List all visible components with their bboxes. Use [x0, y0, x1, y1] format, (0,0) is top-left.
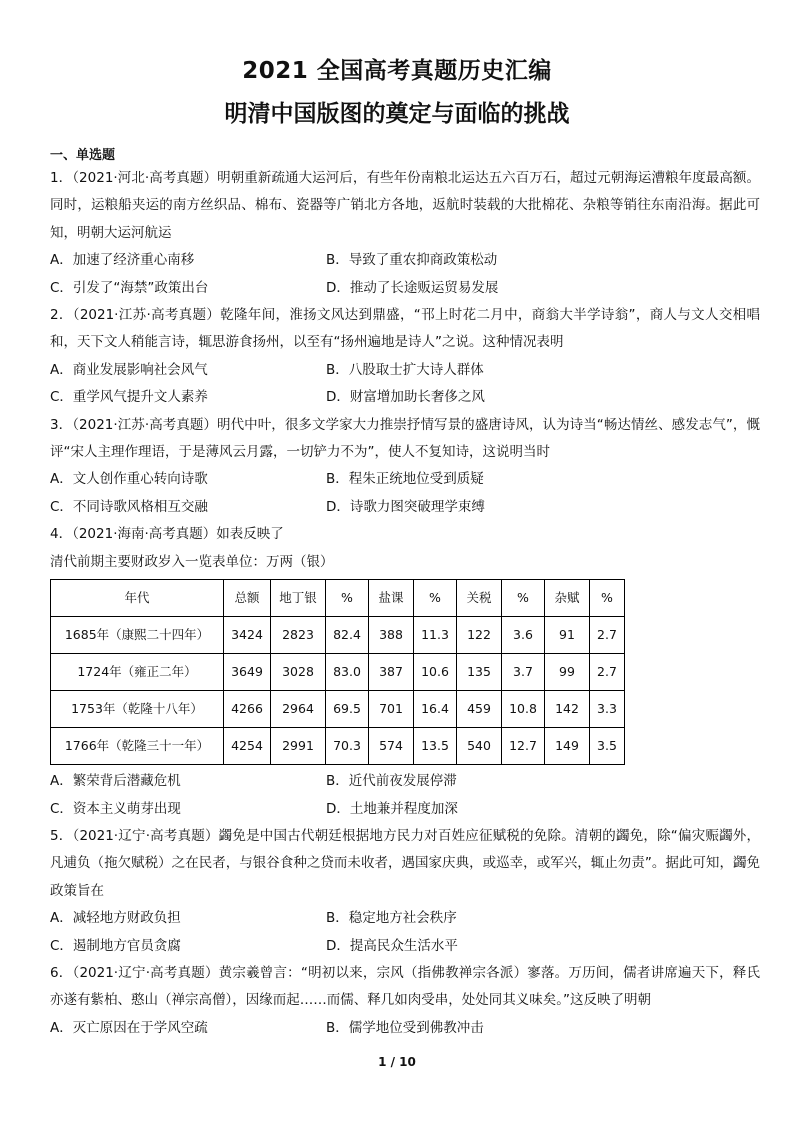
option-a: A．加速了经济重心南移 — [50, 252, 195, 269]
options — [50, 905, 760, 960]
document-subtitle: 明清中国版图的奠定与面临的挑战 — [224, 101, 570, 127]
question-stem: 5．（2021·辽宁·高考真题）蠲免是中国古代朝廷根据地方民力对百姓应征赋税的免除。清朝的蠲免，除“偏灾赈蠲外，凡逋负（拖欠赋税）之在民者，与银谷食种之贷而未收者，遇国家庆典，或巡幸，或军兴，辄止勿责”。据此可知，蠲免政策旨在 — [50, 827, 760, 899]
option-d: D．诗歌力图突破理学束缚 — [326, 498, 485, 515]
header-cell: % — [414, 580, 457, 617]
header-cell: % — [590, 580, 625, 617]
option-c: C．资本主义萌芽出现 — [50, 800, 181, 817]
options — [50, 1015, 760, 1042]
table-cell: 4266 — [224, 691, 271, 728]
table-cell: 83.0 — [326, 654, 369, 691]
option-b: B．近代前夜发展停滞 — [326, 773, 457, 790]
table-cell: 149 — [545, 728, 590, 765]
document-title: 2021 全国高考真题历史汇编 — [242, 58, 552, 84]
table-cell: 1753年（乾隆十八年） — [51, 691, 224, 728]
table-cell: 16.4 — [414, 691, 457, 728]
table-cell: 10.8 — [502, 691, 545, 728]
header-cell: % — [502, 580, 545, 617]
section-heading: 一、单选题 — [50, 148, 116, 163]
table-cell: 3424 — [224, 617, 271, 654]
option-a: A．灭亡原因在于学风空疏 — [50, 1019, 208, 1036]
table-cell: 2964 — [271, 691, 326, 728]
question-stem: 2．（2021·江苏·高考真题）乾隆年间，淮扬文风达到鼎盛，“邗上时花二月中，商翁大半学诗翁”，商人与文人交相唱和，天下文人稍能言诗，辄思游食扬州，以至有“扬州遍地是诗人”之说。这种情况表明 — [50, 307, 760, 351]
table-cell: 540 — [457, 728, 502, 765]
header-cell: 地丁银 — [271, 580, 326, 617]
table-cell: 3028 — [271, 654, 326, 691]
table-cell: 2.7 — [590, 617, 625, 654]
table-cell: 2991 — [271, 728, 326, 765]
question-2 — [50, 302, 760, 412]
table-cell: 4254 — [224, 728, 271, 765]
option-b: B．八股取士扩大诗人群体 — [326, 361, 484, 378]
question-stem: 1．（2021·河北·高考真题）明朝重新疏通大运河后，有些年份南粮北运达五六百万石，超过元朝海运漕粮年度最高额。同时，运粮船夹运的南方丝织品、棉布、瓷器等广销北方各地，返航时装载的大批棉花、杂粮等销往东南沿海。据此可知，明朝大运河航运 — [50, 170, 760, 241]
options — [50, 357, 760, 412]
question-stem: 4．（2021·海南·高考真题）如表反映了 — [50, 526, 284, 543]
table-cell: 574 — [369, 728, 414, 765]
finance-table — [50, 579, 625, 765]
table-header-row — [51, 580, 625, 617]
table-cell: 387 — [369, 654, 414, 691]
option-c: C．重学风气提升文人素养 — [50, 389, 208, 406]
question-1 — [50, 165, 760, 302]
table-cell: 11.3 — [414, 617, 457, 654]
option-a: A．减轻地方财政负担 — [50, 910, 181, 927]
option-b: B．程朱正统地位受到质疑 — [326, 471, 484, 488]
table-cell: 10.6 — [414, 654, 457, 691]
question-4 — [50, 521, 760, 823]
option-a: A．繁荣背后潜藏危机 — [50, 773, 181, 790]
table-cell: 3649 — [224, 654, 271, 691]
question-5 — [50, 823, 760, 960]
header-cell: 年代 — [51, 580, 224, 617]
table-row — [51, 691, 625, 728]
options — [50, 768, 760, 823]
table-cell: 91 — [545, 617, 590, 654]
questions-list — [50, 165, 760, 1042]
table-cell: 135 — [457, 654, 502, 691]
options — [50, 466, 760, 521]
option-c: C．引发了“海禁”政策出台 — [50, 279, 209, 296]
table-row — [51, 728, 625, 765]
option-c: C．遏制地方官员贪腐 — [50, 937, 181, 954]
table-row — [51, 617, 625, 654]
table-cell: 142 — [545, 691, 590, 728]
page-number: 1 / 10 — [378, 1055, 416, 1069]
header-cell: 盐课 — [369, 580, 414, 617]
table-cell: 3.3 — [590, 691, 625, 728]
table-cell: 1766年（乾隆三十一年） — [51, 728, 224, 765]
table-cell: 701 — [369, 691, 414, 728]
table-cell: 13.5 — [414, 728, 457, 765]
option-a: A．文人创作重心转向诗歌 — [50, 471, 208, 488]
option-b: B．稳定地方社会秩序 — [326, 910, 457, 927]
question-stem: 6．（2021·辽宁·高考真题）黄宗羲曾言：“明初以来，宗风（指佛教禅宗各派）寥落。万历间，儒者讲席遍天下，释氏亦遂有紫柏、憨山（禅宗高僧），因缘而起……而儒、释几如肉受串，处处同其义味矣。”这反映了明朝 — [50, 964, 760, 1009]
option-d: D．土地兼并程度加深 — [326, 800, 458, 817]
table-cell: 69.5 — [326, 691, 369, 728]
table-cell: 12.7 — [502, 728, 545, 765]
option-b: B．儒学地位受到佛教冲击 — [326, 1019, 484, 1036]
table-cell: 99 — [545, 654, 590, 691]
header-cell: 总额 — [224, 580, 271, 617]
option-b: B．导致了重农抑商政策松动 — [326, 252, 498, 269]
option-a: A．商业发展影响社会风气 — [50, 361, 208, 378]
option-d: D．推动了长途贩运贸易发展 — [326, 279, 499, 296]
table-row — [51, 654, 625, 691]
table-cell: 122 — [457, 617, 502, 654]
table-caption: 清代前期主要财政岁入一览表单位：万两（银） — [50, 553, 334, 570]
table-cell: 388 — [369, 617, 414, 654]
header-cell: % — [326, 580, 369, 617]
table-cell: 82.4 — [326, 617, 369, 654]
table-cell: 3.5 — [590, 728, 625, 765]
table-cell: 459 — [457, 691, 502, 728]
question-6 — [50, 960, 760, 1042]
table-cell: 3.7 — [502, 654, 545, 691]
option-d: D．财富增加助长奢侈之风 — [326, 389, 485, 406]
table-cell: 2823 — [271, 617, 326, 654]
table-cell: 2.7 — [590, 654, 625, 691]
table-cell: 70.3 — [326, 728, 369, 765]
option-d: D．提高民众生活水平 — [326, 937, 458, 954]
table-cell: 1724年（雍正二年） — [51, 654, 224, 691]
header-cell: 杂赋 — [545, 580, 590, 617]
table-cell: 3.6 — [502, 617, 545, 654]
header-cell: 关税 — [457, 580, 502, 617]
question-3 — [50, 412, 760, 522]
table-cell: 1685年（康熙二十四年） — [51, 617, 224, 654]
options — [50, 247, 760, 302]
option-c: C．不同诗歌风格相互交融 — [50, 498, 208, 515]
question-stem: 3．（2021·江苏·高考真题）明代中叶，很多文学家大力推崇抒情写景的盛唐诗风，认为诗当“畅达情丝、感发志气”，慨评“宋人主理作理语，于是薄风云月露，一切铲力不为”，使人不复知诗，这说明当时 — [50, 416, 760, 461]
